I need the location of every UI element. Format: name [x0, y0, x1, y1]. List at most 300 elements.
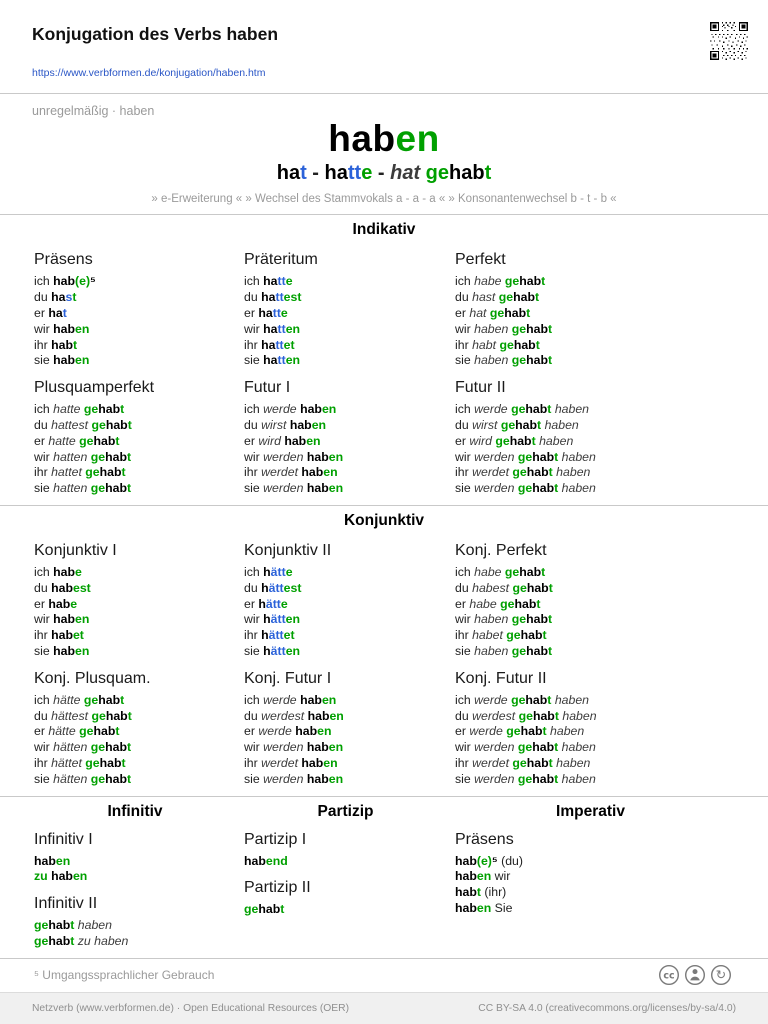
- form-segment: ge: [244, 902, 259, 917]
- form-segment: werdet: [261, 465, 302, 480]
- form-segment: t: [127, 708, 132, 723]
- share-alike-icon[interactable]: [710, 964, 732, 986]
- conjugation-row: [34, 434, 244, 450]
- form-segment: t: [548, 353, 553, 368]
- conjugation-row: [244, 772, 455, 788]
- form-segment: t: [542, 724, 547, 739]
- form-segment: werdest: [261, 708, 308, 723]
- conjugation-row: [34, 274, 244, 290]
- form-segment: t: [547, 612, 553, 627]
- form-segment: t: [541, 565, 546, 579]
- form-segment: (du): [497, 853, 523, 868]
- form-segment: hab: [105, 418, 128, 433]
- form-segment: en: [323, 465, 338, 480]
- form-segment: hab: [455, 900, 477, 915]
- form-segment: hatte: [53, 402, 84, 417]
- form-segment: wird: [469, 433, 496, 448]
- form-segment: haben: [558, 449, 596, 464]
- form-segment: ihr: [34, 755, 52, 770]
- form-segment: habt: [472, 337, 500, 352]
- form-segment: wir: [34, 740, 54, 755]
- form-segment: en: [321, 402, 337, 417]
- imperativ-column: [455, 797, 734, 950]
- form-segment: ihr: [455, 628, 473, 643]
- tense-title: Präsens: [455, 830, 514, 848]
- form-segment: er: [244, 306, 259, 321]
- source-url-link[interactable]: https://www.verbformen.de/konjugation/haben.htm: [32, 67, 266, 79]
- form-segment: ich: [34, 692, 54, 707]
- conjugation-row: [455, 465, 734, 481]
- form-segment: en: [75, 353, 90, 368]
- form-segment: hab: [301, 755, 324, 770]
- form-segment: hab: [307, 708, 330, 723]
- conjugation-row: [34, 693, 244, 709]
- form-segment: haben: [552, 465, 591, 480]
- conjugation-row: [34, 306, 244, 322]
- form-segment: tt: [275, 290, 284, 305]
- form-segment: hattet: [51, 465, 86, 480]
- form-segment: er: [34, 596, 49, 611]
- form-segment: wirst: [261, 418, 290, 433]
- form-segment: t: [526, 306, 531, 321]
- conjugation-row: [455, 322, 734, 338]
- form-segment: Sie: [491, 900, 513, 915]
- conjugation-row: [34, 450, 244, 466]
- form-segment: hab: [532, 481, 555, 496]
- form-segment: wir: [455, 612, 475, 627]
- conjugation-row: [244, 402, 455, 418]
- form-segment: hab: [526, 321, 548, 336]
- conjugation-row: [455, 306, 734, 322]
- form-segment: -: [372, 162, 391, 185]
- form-segment: werde: [474, 402, 512, 417]
- form-segment: ha: [51, 290, 66, 305]
- form-segment: hat: [390, 162, 426, 185]
- footnote: ⁵ Umgangssprachlicher Gebrauch: [34, 967, 215, 982]
- conjugation-row: [455, 724, 734, 740]
- conjugation-row: [34, 353, 244, 369]
- form-segment: en: [317, 724, 332, 739]
- form-segment: hab: [51, 869, 73, 884]
- cc-icon[interactable]: [658, 964, 680, 986]
- conjugation-row: [34, 581, 244, 597]
- column-header-imperativ: Imperativ: [556, 802, 625, 820]
- form-segment: en: [75, 321, 90, 336]
- form-segment: t: [126, 740, 132, 755]
- form-segment: hab: [295, 724, 318, 739]
- form-segment: t: [72, 337, 78, 352]
- conjugation-row: [34, 869, 236, 885]
- form-segment: werdet: [261, 755, 302, 770]
- form-segment: hab: [455, 885, 477, 900]
- form-segment: t: [127, 418, 132, 433]
- conjugation-row: [455, 901, 726, 917]
- form-segment: t: [535, 290, 540, 305]
- tense-block: [34, 532, 244, 660]
- conjugation-row: [34, 724, 244, 740]
- conjugation-row: [244, 756, 455, 772]
- form-segment: t: [115, 724, 120, 739]
- tense-title: Präteritum: [244, 251, 318, 269]
- form-segment: ha: [276, 162, 301, 185]
- partizip-column: [244, 797, 455, 950]
- verb-title: [0, 118, 768, 159]
- form-segment: ge: [511, 692, 526, 707]
- form-segment: h: [263, 643, 271, 658]
- form-segment: e: [280, 306, 288, 321]
- conjugation-row: [34, 934, 236, 950]
- form-segment: ge: [512, 580, 527, 595]
- form-segment: ge: [425, 162, 450, 185]
- form-segment: ge: [90, 771, 106, 786]
- conjugation-row: [244, 322, 455, 338]
- form-segment: sie: [34, 643, 54, 658]
- form-segment: du: [244, 708, 262, 723]
- form-segment: hab: [51, 337, 73, 352]
- form-segment: habe: [474, 274, 505, 289]
- conjugation-row: [244, 709, 455, 725]
- form-segment: ge: [511, 402, 526, 417]
- form-segment: ich: [34, 402, 54, 417]
- form-segment: ha: [263, 353, 278, 368]
- form-segment: ha: [263, 274, 278, 289]
- conjugation-row: [244, 418, 455, 434]
- form-segment: ich: [244, 274, 264, 289]
- tense-title: Konj. Futur I: [244, 669, 332, 687]
- form-segment: hab: [513, 290, 536, 305]
- form-segment: en: [306, 433, 321, 448]
- form-segment: haben: [535, 433, 574, 448]
- form-segment: wir: [455, 321, 475, 336]
- form-segment: -: [306, 162, 325, 185]
- conjugation-row: [455, 740, 734, 756]
- form-segment: wir: [244, 612, 264, 627]
- form-segment: hab: [34, 853, 56, 868]
- form-segment: hab: [532, 740, 555, 755]
- conjugation-row: [244, 740, 455, 756]
- form-segment: haben: [474, 353, 512, 368]
- form-segment: haben: [474, 612, 512, 627]
- verb-hero: [0, 118, 768, 205]
- form-segment: hab: [532, 449, 555, 464]
- form-segment: sie: [244, 771, 264, 786]
- conjugation-row: [34, 338, 244, 354]
- form-segment: t: [300, 162, 307, 185]
- conjugation-row: [34, 465, 244, 481]
- conjugation-row: [244, 902, 447, 918]
- form-segment: (e): [75, 274, 91, 289]
- form-segment: ge: [506, 724, 521, 739]
- conjugation-row: [455, 885, 726, 901]
- form-segment: hab: [105, 481, 127, 496]
- section-title-konjunktiv: Konjunktiv: [343, 512, 425, 529]
- tense-block: [34, 660, 244, 788]
- form-segment: hab: [504, 306, 527, 321]
- form-segment: ge: [91, 708, 106, 723]
- tense-block: [244, 831, 447, 870]
- form-segment: est: [72, 580, 91, 595]
- form-segment: ich: [244, 565, 264, 579]
- form-segment: ge: [499, 337, 514, 352]
- conjugation-row: [244, 434, 455, 450]
- conjugation-row: [455, 869, 726, 885]
- conjugation-row: [34, 740, 244, 756]
- conjugation-row: [34, 565, 244, 581]
- form-segment: er: [455, 433, 470, 448]
- form-segment: et: [72, 628, 84, 643]
- form-segment: t: [541, 274, 546, 289]
- form-segment: hab: [515, 418, 538, 433]
- form-segment: ge: [511, 643, 527, 658]
- form-segment: t: [120, 402, 125, 417]
- conjugation-row: [34, 612, 244, 628]
- form-segment: haben: [558, 481, 596, 496]
- conjugation-row: [244, 612, 455, 628]
- form-segment: ich: [455, 274, 475, 289]
- form-segment: t: [72, 290, 77, 305]
- tense-title: Partizip II: [244, 879, 311, 897]
- form-segment: sie: [455, 481, 475, 496]
- form-segment: sie: [455, 771, 475, 786]
- form-segment: hab: [99, 755, 122, 770]
- form-segment: ge: [500, 418, 516, 433]
- form-segment: hab: [98, 402, 121, 417]
- form-segment: ha: [263, 321, 278, 336]
- section-title-indikativ: Indikativ: [352, 221, 416, 239]
- attribution-icon[interactable]: [684, 964, 706, 986]
- form-segment: hab: [532, 771, 555, 786]
- form-segment: ge: [511, 353, 527, 368]
- form-segment: tt: [275, 337, 284, 352]
- conjugation-row: [455, 274, 734, 290]
- tense-block: [244, 879, 447, 918]
- form-segment: hab: [48, 596, 71, 611]
- form-segment: ätt: [268, 580, 284, 595]
- tense-block: [455, 369, 734, 497]
- form-segment: er: [34, 306, 49, 321]
- form-segment: haben: [541, 418, 579, 433]
- form-segment: et: [283, 337, 295, 352]
- form-segment: wir: [34, 321, 54, 336]
- form-segment: haben: [546, 724, 585, 739]
- conjugation-row: [455, 434, 734, 450]
- form-segment: wir: [34, 449, 54, 464]
- form-segment: er: [455, 596, 470, 611]
- form-segment: t: [70, 933, 75, 948]
- tense-title: Futur I: [244, 379, 291, 397]
- form-segment: ätt: [270, 612, 286, 627]
- conjugation-row: [34, 481, 244, 497]
- form-segment: t: [126, 449, 132, 464]
- infinitiv-column: [34, 797, 244, 950]
- form-segment: h: [263, 565, 271, 579]
- conjugation-row: [455, 565, 734, 581]
- conjugation-row: [34, 628, 244, 644]
- form-segment: ich: [34, 274, 54, 289]
- tense-block: [455, 831, 726, 917]
- conjugation-row: [455, 481, 734, 497]
- form-segment: hättet: [51, 755, 86, 770]
- form-segment: tt: [277, 353, 286, 368]
- form-segment: ihr: [244, 628, 262, 643]
- page-footer: [0, 992, 768, 1024]
- form-segment: hab: [301, 465, 324, 480]
- tense-title: Infinitiv I: [34, 830, 93, 848]
- form-segment: ihr: [455, 755, 473, 770]
- conjugation-row: [244, 724, 455, 740]
- conjugation-row: [244, 306, 455, 322]
- conjugation-row: [455, 756, 734, 772]
- form-segment: hab: [51, 580, 73, 595]
- form-segment: sie: [34, 353, 54, 368]
- tense-title: Konj. Plusquam.: [34, 669, 151, 687]
- form-segment: wir: [455, 449, 475, 464]
- form-segment: du: [455, 418, 473, 433]
- form-segment: s: [65, 290, 73, 305]
- form-segment: werden: [263, 771, 307, 786]
- form-segment: t: [548, 643, 553, 658]
- form-segment: hab: [99, 465, 122, 480]
- form-segment: hätten: [53, 740, 91, 755]
- tense-title: Futur II: [455, 379, 506, 397]
- form-segment: h: [261, 580, 269, 595]
- form-segment: werden: [474, 449, 518, 464]
- form-segment: hab: [520, 628, 543, 643]
- form-segment: ge: [34, 918, 49, 933]
- form-segment: wir: [244, 740, 264, 755]
- form-segment: hatte: [48, 433, 80, 448]
- form-segment: en: [476, 900, 492, 915]
- form-segment: hab: [93, 433, 116, 448]
- form-segment: du: [34, 418, 52, 433]
- form-segment: haben: [558, 740, 596, 755]
- footer-left: Netzverb (www.verbformen.de) · Open Educational Resources (OER): [32, 1003, 350, 1014]
- form-segment: er: [244, 724, 259, 739]
- form-segment: hattest: [51, 418, 92, 433]
- form-segment: haben: [474, 643, 512, 658]
- conjugation-row: [455, 290, 734, 306]
- form-segment: h: [261, 628, 269, 643]
- conjugation-row: [34, 918, 236, 934]
- form-segment: werde: [263, 402, 301, 417]
- conjugation-row: [455, 597, 734, 613]
- form-segment: t: [536, 596, 541, 611]
- form-segment: ätt: [270, 643, 286, 658]
- form-segment: er: [34, 433, 49, 448]
- tense-block: [455, 241, 734, 369]
- form-segment: werde: [258, 724, 296, 739]
- form-segment: zu haben: [74, 933, 129, 948]
- conjugation-row: [244, 274, 455, 290]
- form-segment: wir: [244, 321, 264, 336]
- form-segment: t: [542, 628, 547, 643]
- form-segment: du: [34, 708, 52, 723]
- form-segment: du: [244, 290, 262, 305]
- form-segment: ihr: [244, 337, 262, 352]
- form-segment: haben: [474, 321, 512, 336]
- form-segment: t: [548, 755, 553, 770]
- form-segment: t: [121, 465, 126, 480]
- tense-block: [244, 369, 455, 497]
- form-segment: ge: [511, 321, 527, 336]
- page-title: Konjugation des Verbs haben: [32, 24, 279, 44]
- form-segment: hab: [526, 755, 549, 770]
- conjugation-row: [244, 581, 455, 597]
- form-segment: ge: [495, 433, 510, 448]
- form-segment: wird: [258, 433, 285, 448]
- conjugation-row: [34, 597, 244, 613]
- form-segment: hab: [526, 580, 549, 595]
- form-segment: ge: [79, 433, 94, 448]
- form-segment: hab: [53, 643, 76, 658]
- form-segment: en: [72, 869, 88, 884]
- form-segment: du: [244, 580, 262, 595]
- form-segment: hab: [328, 118, 396, 159]
- form-segment: zu: [34, 869, 52, 884]
- tense-block: [244, 660, 455, 788]
- form-segment: t: [554, 740, 559, 755]
- form-segment: tt: [347, 162, 362, 185]
- form-segment: en: [285, 612, 301, 627]
- form-segment: hab: [105, 449, 127, 464]
- form-segment: hab: [526, 465, 549, 480]
- form-segment: ge: [498, 290, 514, 305]
- form-segment: sie: [455, 643, 475, 658]
- form-segment: hab: [98, 692, 121, 707]
- form-segment: sie: [34, 481, 54, 496]
- conjugation-row: [455, 353, 734, 369]
- form-segment: tt: [277, 321, 286, 336]
- form-segment: haben: [552, 755, 591, 770]
- form-segment: ge: [489, 306, 505, 321]
- form-segment: ge: [511, 612, 527, 627]
- form-segment: est: [283, 290, 302, 305]
- form-segment: en: [311, 418, 327, 433]
- form-segment: tt: [272, 306, 281, 321]
- form-segment: ge: [90, 740, 106, 755]
- principal-forms: [0, 162, 768, 185]
- tense-block: [34, 831, 236, 886]
- form-segment: ⁵: [491, 853, 498, 868]
- conjugation-row: [34, 854, 236, 870]
- form-segment: werdet: [472, 755, 513, 770]
- form-segment: hatten: [53, 481, 91, 496]
- page-header: [0, 0, 768, 94]
- conjugation-row: [455, 693, 734, 709]
- form-segment: t: [126, 771, 132, 786]
- form-segment: hab: [520, 724, 543, 739]
- form-segment: ätt: [265, 596, 281, 611]
- form-segment: hab: [53, 321, 75, 336]
- conjugation-row: [244, 465, 455, 481]
- conjugation-row: [34, 322, 244, 338]
- form-segment: wirst: [472, 418, 501, 433]
- form-segment: t: [70, 918, 75, 933]
- conjugation-row: [455, 450, 734, 466]
- form-segment: werden: [474, 771, 518, 786]
- form-segment: ihr: [34, 337, 52, 352]
- form-segment: hab: [306, 449, 329, 464]
- form-segment: hab: [53, 612, 75, 627]
- form-segment: en: [328, 481, 344, 496]
- license-icons: [658, 964, 732, 986]
- form-segment: e: [361, 162, 373, 185]
- tense-block: [244, 532, 455, 660]
- indikativ-grid: [0, 241, 768, 497]
- form-segment: haben: [551, 692, 590, 707]
- form-segment: wir: [491, 869, 511, 884]
- form-segment: ge: [83, 402, 99, 417]
